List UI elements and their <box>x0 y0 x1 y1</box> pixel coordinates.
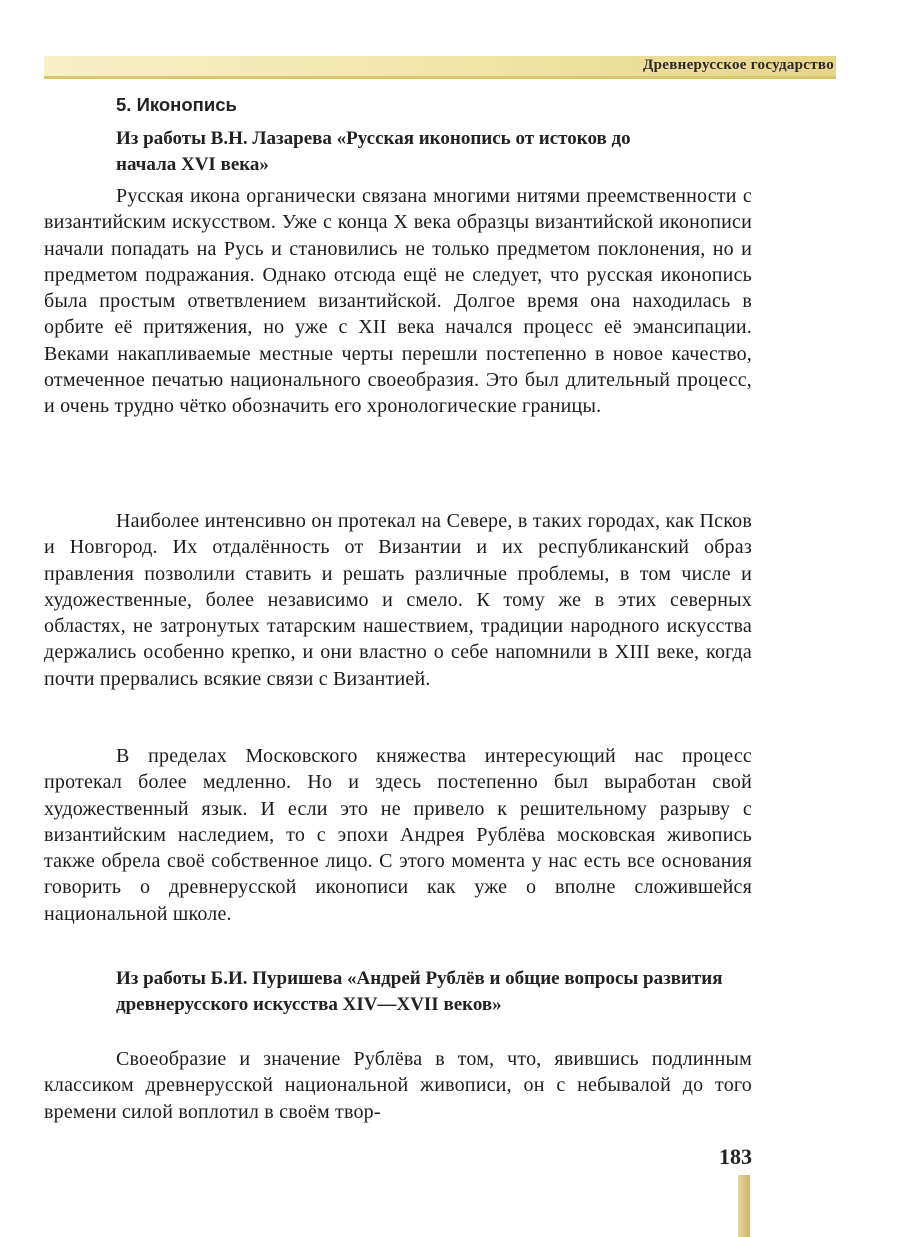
paragraph-4: Своеобразие и значение Рублёва в том, что, явившись подлинным классиком древнерусской национальной живописи, он с небывалой до того времени силой воплотил в своём твор- <box>44 1048 752 1123</box>
paragraph-2: Наиболее интенсивно он протекал на Севере, в таких городах, как Псков и Новгород. Их отдалённость от Византии и их республиканский образ правления позволили ставить и решать различные проблемы, в том числе и художественные, более независимо и смело. К тому же в этих северных областях, не затронутых татарским нашествием, традиции народного искусства держались особенно крепко, и они властно о себе напомнили в XIII веке, когда почти прервались всякие связи с Византией. <box>44 510 752 690</box>
running-title: Древнерусское государство <box>643 57 834 73</box>
page-number: 183 <box>719 1144 752 1169</box>
source-heading-purishev: Из работы Б.И. Пуришева «Андрей Рублёв и общие вопросы развития древнерусского искусства XIV—XVII веков» <box>116 968 723 1015</box>
page-edge-decoration <box>738 1175 750 1237</box>
paragraph-1: Русская икона органически связана многими нитями преемственности с византийским искусством. Уже с конца X века образцы византийской иконописи начали попадать на Русь и становились не только предметом поклонения, но и предметом подражания. Однако отсюда ещё не следует, что русская иконопись была простым ответвлением византийской. Долгое время она находилась в орбите её притяжения, но уже с XII века начался процесс её эмансипации. Веками накапливаемые местные черты перешли постепенно в новое качество, отмеченное печатью национального своеобразия. Это был длительный процесс, и очень трудно чётко обозначить его хронологические границы. <box>44 185 752 418</box>
header-rule <box>44 76 836 79</box>
section-heading: 5. Иконопись <box>116 94 237 115</box>
paragraph-3: В пределах Московского княжества интересующий нас процесс протекал более медленно. Но и здесь постепенно был выработан свой художественный язык. И если это не привело к решительному разрыву с византийским наследием, то с эпохи Андрея Рублёва московская живопись также обрела своё собственное лицо. С этого момента у нас есть все основания говорить о древнерусской иконописи как уже о вполне сложившейся национальной школе. <box>44 745 752 925</box>
source-heading-lazarev: Из работы В.Н. Лазарева «Русская иконопись от истоков до начала XVI века» <box>116 128 631 175</box>
